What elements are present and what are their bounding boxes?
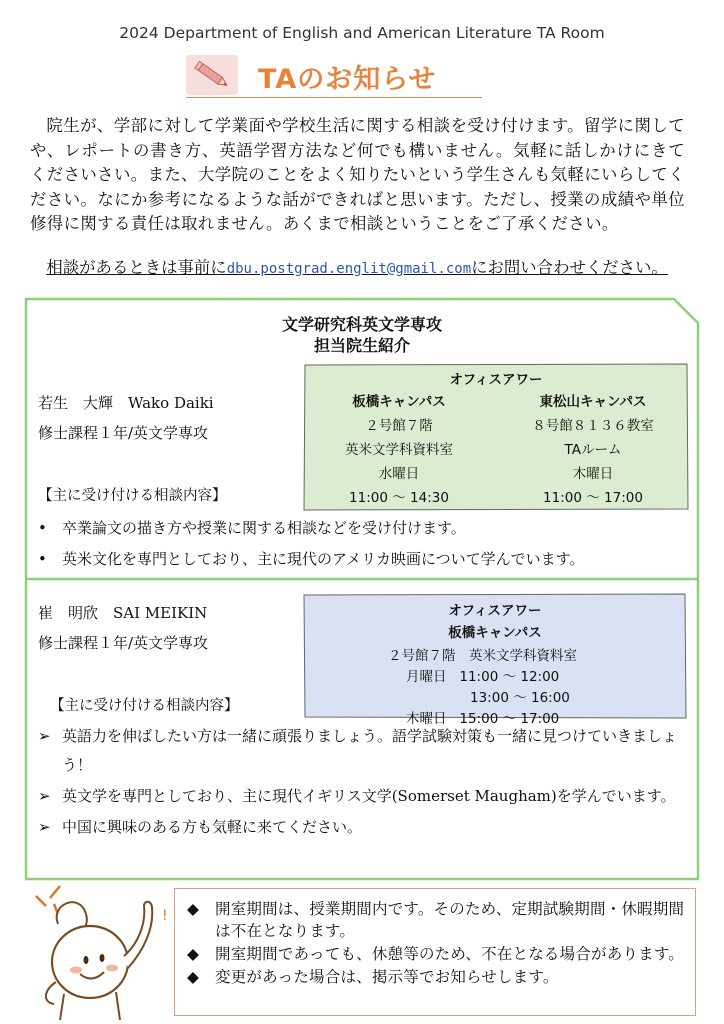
ta2-office-campus: 板橋キャンパス [448,625,542,641]
ta1-bullet-mark: • [38,519,47,537]
ta2-office-title: オフィスアワー [448,603,542,619]
title-text: TAのお知らせ [258,64,437,95]
ta1-office-title: オフィスアワー [449,372,543,388]
ta1-info [38,388,214,448]
list-item: ➢ 英語力を伸ばしたい方は一緒に頑張りましょう。語学試験対策も一緒に見つけていきましょう！ [38,722,688,780]
ta2-row3-day: 木曜日 [406,711,447,727]
ta2-bullet-mark: ➢ [38,818,51,836]
section-title-line2: 担当院生紹介 [313,336,410,355]
ta2-row2-time: 13:00 ～ 16:00 [470,690,570,706]
intro-text [30,114,685,237]
ta2-bullet-mark: ➢ [38,727,51,745]
ta1-bullet-mark: • [38,550,47,568]
ta2-office-schedule [302,646,688,730]
ta2-row3-time: 15:00 ～ 17:00 [459,711,560,727]
ta1-col1-building: ２号館７階 [365,418,433,434]
list-item: ◆ 開室期間は、授業期間内です。そのため、定期試験期間・休暇期間は不在となります。 [187,900,685,940]
document-header: 2024 Department of English and American Literature TA Room [119,24,605,42]
ta1-col2-day: 木曜日 [572,466,614,482]
ta2-bullets [38,722,688,842]
ta2-course: 修士課程１年/英文学専攻 [38,634,209,652]
notice-diamond-icon: ◆ [187,900,200,918]
notice-title [186,55,482,97]
section-title-line1: 文学研究科英文学専攻 [281,315,442,334]
list-item: • 英米文化を専門としており、主に現代のアメリカ映画について学んでいます。 [38,544,688,575]
contact-before: 相談があるときは事前に [46,258,227,277]
ta2-office-info [302,600,688,644]
ta1-col1-time: 11:00 ～ 14:30 [349,490,449,506]
ta1-col2-building: ８号館８１３６教室 [532,418,654,434]
notice-box [174,888,696,1016]
list-item: ➢ 中国に興味のある方も気軽に来てください。 [38,813,688,842]
ta2-row1-time: 11:00 ～ 12:00 [459,669,560,685]
ta2-consult-label: 【主に受け付ける相談内容】 [50,698,239,714]
ta2-name: 崔 明欣 SAI MEIKIN [38,604,208,622]
section-title [24,314,700,356]
list-item: ◆ 開室期間であっても、休憩等のため、不在となる場合があります。 [187,945,684,963]
ta1-col2-campus: 東松山キャンパス [539,394,647,410]
ta1-col1-campus: 板橋キャンパス [352,394,446,410]
ta1-col1-room: 英米文学科資料室 [345,442,453,458]
list-item: ◆ 変更があった場合は、掲示等でお知らせします。 [187,968,559,986]
list-item: ➢ 英文学を専門としており、主に現代イギリス文学(Somerset Maugham)を学んでいます。 [38,782,688,811]
contact-line [30,256,685,281]
ta2-info [38,598,208,658]
svg-text:!: ! [162,908,168,924]
notice-diamond-icon: ◆ [187,968,200,986]
ta1-name: 若生 大輝 Wako Daiki [38,394,214,412]
ta1-consult-label: 【主に受け付ける相談内容】 [38,488,227,504]
ta2-office-location: ２号館７階 英米文学科資料室 [388,648,577,664]
notice-diamond-icon: ◆ [187,945,200,963]
ta1-course: 修士課程１年/英文学専攻 [38,424,209,442]
contact-email-link[interactable]: dbu.postgrad.englit@gmail.com [226,261,472,277]
ta1-bullets [38,513,688,575]
pencil-icon [186,55,238,95]
ta1-office-col1 [306,390,492,510]
ta1-col2-room: TAルーム [564,442,622,458]
ta1-col2-time: 11:00 ～ 17:00 [543,490,643,506]
ta2-row1-day: 月曜日 [406,669,447,685]
ta2-bullet-mark: ➢ [38,787,51,805]
contact-after: にお問い合わせください。 [471,258,668,277]
list-item: • 卒業論文の描き方や授業に関する相談などを受け付けます。 [38,513,688,544]
ta1-office-col2 [500,390,686,510]
title-underline [186,97,482,98]
intro-paragraph: 院生が、学部に対して学業面や学校生活に関する相談を受け付けます。留学に関してや、レポートの書き方、英語学習方法など何でも構いません。気軽に話しかけにきてくださいさい。また、大学院のことをよく知りたいという学生さんも気軽にいらしてください。なにか参考になるような話ができればと思います。ただし、授業の成績や単位修得に関する責任は取れません。あくまで相談ということをご了承ください。 [30,116,685,233]
ta1-col1-day: 水曜日 [378,466,420,482]
mascot-character-icon [20,884,170,1020]
